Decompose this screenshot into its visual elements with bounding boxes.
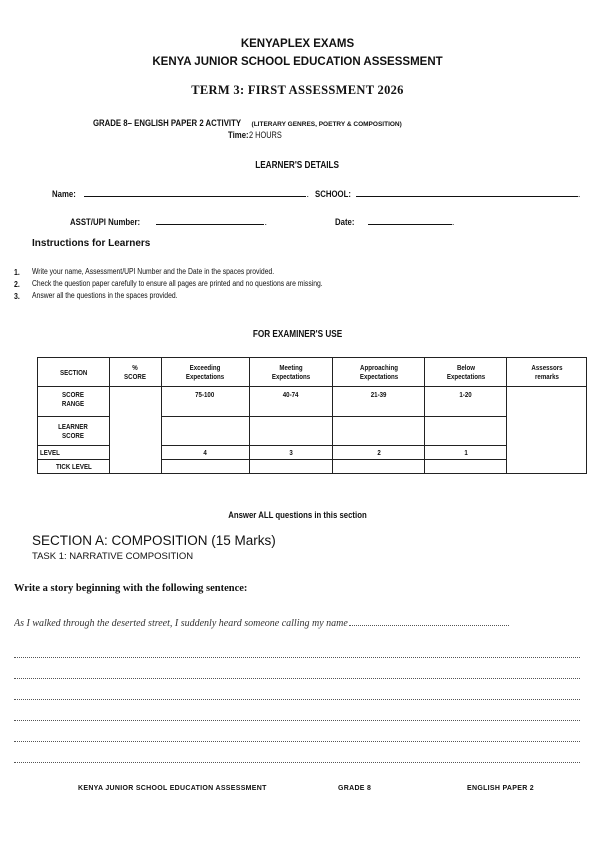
footer-grade: GRADE 8 [338, 785, 372, 792]
table-cell: 2 [333, 446, 425, 460]
school-label: SCHOOL: [315, 189, 352, 200]
row-label: TICK LEVEL [38, 460, 110, 474]
answer-line[interactable] [14, 678, 580, 679]
tick-cell[interactable] [161, 460, 249, 474]
footer-assessment: KENYA JUNIOR SCHOOL EDUCATION ASSESSMENT [78, 785, 267, 792]
instruction-number: 2. [14, 279, 20, 289]
name-label: Name: [52, 189, 76, 200]
assessors-remarks-cell[interactable] [507, 387, 587, 474]
answer-all-text: Answer ALL questions in this section [228, 510, 367, 521]
answer-line[interactable] [14, 762, 580, 763]
examiner-title: FOR EXAMINER'S USE [252, 329, 343, 340]
footer-paper: ENGLISH PAPER 2 [467, 785, 534, 792]
learner-score-cell[interactable] [249, 417, 333, 446]
name-field[interactable] [84, 188, 306, 197]
asst-upi-field[interactable] [156, 216, 264, 225]
time-line [228, 125, 289, 143]
tick-cell[interactable] [425, 460, 507, 474]
answer-line[interactable] [14, 699, 580, 700]
header-percent-score: % SCORE [109, 358, 161, 387]
instruction-text: Answer all the questions in the spaces provided. [32, 291, 178, 300]
header-meeting: Meeting Expectations [249, 358, 333, 387]
header-section: SECTION [38, 358, 110, 387]
examiner-heading [0, 324, 595, 342]
table-cell: 1 [425, 446, 507, 460]
learner-score-cell[interactable] [425, 417, 507, 446]
table-row [38, 387, 587, 417]
date-field[interactable] [368, 216, 452, 225]
asst-upi-label: ASST/UPI Number: [70, 217, 141, 228]
header-remarks: Assessors remarks [507, 358, 587, 387]
instructions-title: Instructions for Learners [32, 238, 151, 249]
answer-line[interactable] [14, 657, 580, 658]
table-cell: 3 [249, 446, 333, 460]
instruction-text: Check the question paper carefully to ensure all pages are printed and no questions are missing. [32, 279, 323, 288]
time-label: Time: [228, 130, 249, 141]
instruction-number: 3. [14, 291, 20, 301]
time-value: 2 HOURS [249, 130, 282, 140]
paper-name: GRADE 8– ENGLISH PAPER 2 ACTIVITY [93, 118, 242, 129]
date-label: Date: [335, 217, 355, 228]
table-cell: 40-74 [249, 387, 333, 417]
story-prompt-line [14, 613, 580, 631]
header-below: Below Expectations [425, 358, 507, 387]
tick-cell[interactable] [333, 460, 425, 474]
answer-line[interactable] [14, 741, 580, 742]
term-title: TERM 3: FIRST ASSESSMENT 2026 [191, 83, 404, 97]
table-cell: 21-39 [333, 387, 425, 417]
learner-details-heading [0, 155, 595, 173]
row-label: LEARNER SCORE [38, 417, 110, 446]
question-text: Write a story beginning with the following sentence: [14, 583, 248, 594]
instruction-number: 1. [14, 267, 20, 277]
row-label: LEVEL [38, 446, 110, 460]
school-field[interactable] [356, 188, 578, 197]
learner-details-title: LEARNER'S DETAILS [255, 160, 340, 171]
header-exceeding: Exceeding Expectations [161, 358, 249, 387]
learner-score-cell[interactable] [161, 417, 249, 446]
answer-line[interactable] [14, 720, 580, 721]
table-cell: 1-20 [425, 387, 507, 417]
assessment-title: KENYA JUNIOR SCHOOL EDUCATION ASSESSMENT [152, 56, 443, 68]
examiner-table [37, 357, 587, 474]
prompt-continuation-line[interactable] [349, 617, 509, 626]
table-cell: 75-100 [161, 387, 249, 417]
table-cell: 4 [161, 446, 249, 460]
section-a-title: SECTION A: COMPOSITION (15 Marks) [32, 533, 276, 548]
name-school-row: Name: . SCHOOL: . [52, 189, 581, 200]
header-approaching: Approaching Expectations [333, 358, 425, 387]
learner-score-cell[interactable] [333, 417, 425, 446]
answer-all-line [0, 505, 595, 523]
asst-date-row: ASST/UPI Number: . Date: . [70, 217, 455, 228]
row-label: SCORE RANGE [38, 387, 110, 417]
org-title: KENYAPLEX EXAMS [240, 38, 355, 50]
tick-cell[interactable] [249, 460, 333, 474]
story-prompt: As I walked through the deserted street, I suddenly heard someone calling my name [14, 618, 348, 629]
paper-subtitle: (LITERARY GENRES, POETRY & COMPOSITION) [251, 121, 402, 128]
instruction-text: Write your name, Assessment/UPI Number and the Date in the spaces provided. [32, 267, 275, 276]
percent-score-cell[interactable] [109, 387, 161, 474]
task-title: TASK 1: NARRATIVE COMPOSITION [32, 551, 194, 562]
table-header-row [38, 358, 587, 387]
